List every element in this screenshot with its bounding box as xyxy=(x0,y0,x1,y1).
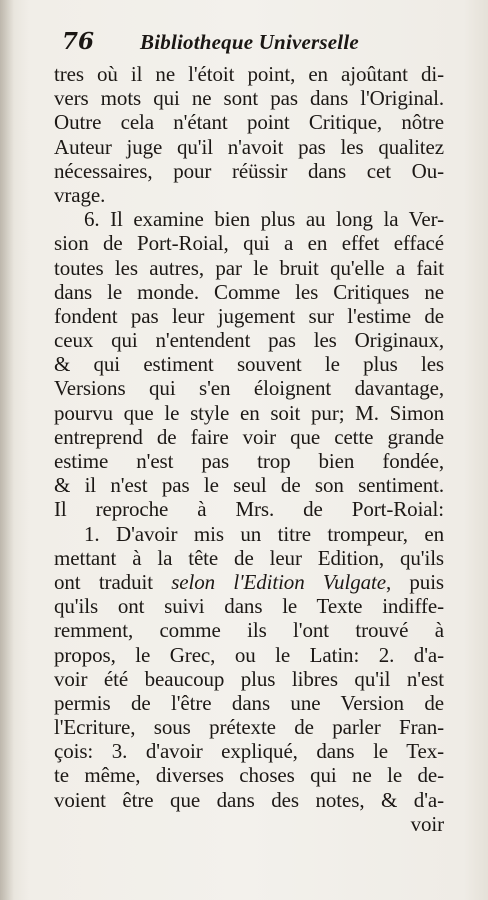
text-line: te même, diverses choses qui ne le de- xyxy=(54,763,444,788)
page-gutter-shadow xyxy=(0,0,14,900)
italic-phrase: selon l'Edition Vulgate xyxy=(171,569,386,594)
text-line: mettant à la tête de leur Edition, qu'ils xyxy=(54,545,444,570)
text-line: Outre cela n'étant point Critique, nôtre xyxy=(54,110,444,135)
text-line: entreprend de faire voir que cette grande xyxy=(54,424,444,449)
text-line: 6. Il examine bien plus au long la Ver- xyxy=(84,207,444,232)
text-line: nécessaires, pour réüssir dans cet Ou- xyxy=(54,158,444,183)
text-line: permis de l'être dans une Version de xyxy=(54,690,444,715)
text-line: estime n'est pas trop bien fondée, xyxy=(54,449,444,473)
text-line: ont traduit selon l'Edition Vulgate, puis xyxy=(54,569,444,594)
text-line: pourvu que le style en soit pur; M. Simon xyxy=(54,400,444,425)
text-line: sion de Port-Roial, qui a en effet effacé xyxy=(54,231,444,256)
text-line: propos, le Grec, ou le Latin: 2. d'a- xyxy=(54,642,444,667)
text-line: vers mots qui ne sont pas dans l'Original. xyxy=(54,86,444,111)
text-line: Versions qui s'en éloignent davantage, xyxy=(54,376,444,401)
text-line: voient être que dans des notes, & d'a- xyxy=(54,787,444,812)
text-line: 1. D'avoir mis un titre trompeur, en xyxy=(84,521,444,546)
page-header xyxy=(62,28,452,58)
text-line: & il n'est pas le seul de son sentiment. xyxy=(54,473,444,498)
text-line: fondent pas leur jugement sur l'estime de xyxy=(54,303,444,328)
text-line: dans le monde. Comme les Critiques ne xyxy=(54,279,444,304)
text-line: tres où il ne l'étoit point, en ajoûtant di- xyxy=(54,62,444,86)
text-line: çois: 3. d'avoir expliqué, dans le Tex- xyxy=(54,739,444,764)
text-line: remment, comme ils l'ont trouvé à xyxy=(54,618,444,643)
text-line: ceux qui n'entendent pas les Originaux, xyxy=(54,328,444,353)
text-line: & qui estiment souvent le plus les xyxy=(54,352,444,377)
text-line: voir été beaucoup plus libres qu'il n'est xyxy=(54,666,444,691)
text-line: Auteur juge qu'il n'avoit pas les qualitez xyxy=(54,134,444,159)
text-line: Il reproche à Mrs. de Port-Roial: xyxy=(54,497,444,522)
body-text xyxy=(54,62,444,836)
text-line: qu'ils ont suivi dans le Texte indiffe- xyxy=(54,594,444,619)
text-line: vrage. xyxy=(54,182,106,207)
text-line: l'Ecriture, sous prétexte de parler Fran- xyxy=(54,715,444,740)
page-number: 76 xyxy=(62,28,95,55)
text-line: toutes les autres, par le bruit qu'elle a fait xyxy=(54,255,444,280)
running-title: Bibliotheque Universelle xyxy=(140,30,359,54)
catchword: voir xyxy=(410,811,444,836)
